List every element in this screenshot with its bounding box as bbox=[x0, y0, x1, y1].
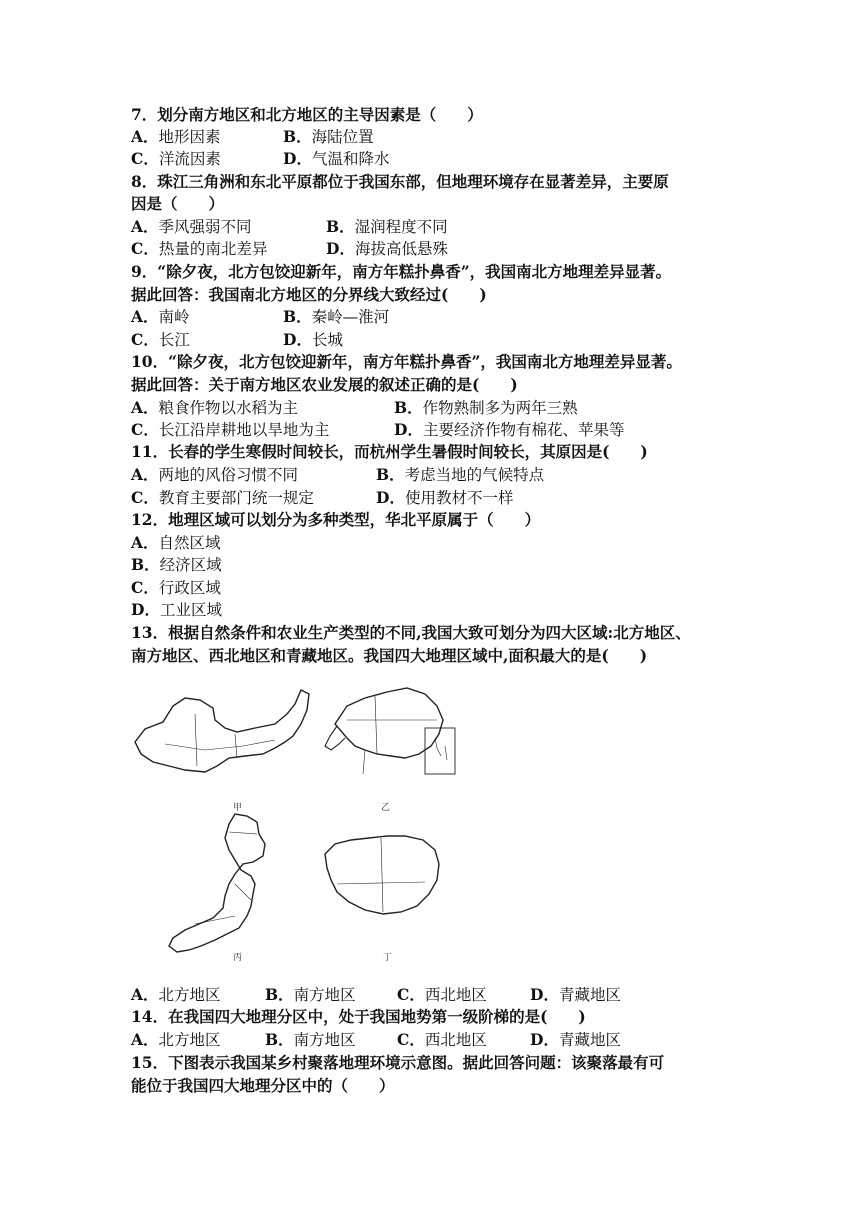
question-14-option-b[interactable]: B．南方地区 bbox=[265, 1030, 356, 1049]
question-7-option-c[interactable]: C．洋流因素 bbox=[131, 149, 221, 168]
question-13-option-b[interactable]: B．南方地区 bbox=[265, 985, 356, 1004]
question-12-stem: 12．地理区域可以划分为多种类型，华北平原属于（ ） bbox=[131, 510, 541, 529]
question-14-option-d[interactable]: D．青藏地区 bbox=[530, 1030, 621, 1049]
map-yi bbox=[325, 688, 455, 774]
question-11-option-c[interactable]: C．教育主要部门统一规定 bbox=[131, 488, 314, 507]
question-10-stem-cont: 据此回答：关于南方地区农业发展的叙述正确的是( ) bbox=[131, 375, 518, 394]
question-12-option-c[interactable]: C．行政区域 bbox=[131, 578, 221, 597]
region-maps-figure bbox=[125, 684, 465, 964]
map-ding bbox=[325, 836, 439, 914]
question-8-option-d[interactable]: D．海拔高低悬殊 bbox=[326, 239, 448, 258]
question-13-option-d[interactable]: D．青藏地区 bbox=[530, 985, 621, 1004]
question-7-option-b[interactable]: B．海陆位置 bbox=[283, 127, 374, 146]
question-13-option-c[interactable]: C．西北地区 bbox=[397, 985, 487, 1004]
question-8-option-b[interactable]: B．湿润程度不同 bbox=[326, 217, 448, 236]
map-label-ding: 丁 bbox=[383, 953, 393, 963]
map-label-yi: 乙 bbox=[381, 803, 391, 813]
map-bing bbox=[169, 814, 265, 952]
question-10-stem: 10．“除夕夜，北方包饺迎新年，南方年糕扑鼻香”，我国南北方地理差异显著。 bbox=[131, 352, 682, 371]
question-7-option-a[interactable]: A．地形因素 bbox=[131, 127, 221, 146]
map-jia bbox=[135, 690, 309, 772]
question-7-option-d[interactable]: D．气温和降水 bbox=[283, 149, 390, 168]
question-7-stem: 7．划分南方地区和北方地区的主导因素是（ ） bbox=[131, 105, 483, 124]
question-8-option-a[interactable]: A．季风强弱不同 bbox=[131, 217, 252, 236]
question-15-stem-cont: 能位于我国四大地理分区中的（ ） bbox=[131, 1076, 395, 1095]
question-14-option-a[interactable]: A．北方地区 bbox=[131, 1030, 221, 1049]
question-9-stem: 9．“除夕夜，北方包饺迎新年，南方年糕扑鼻香”，我国南北方地理差异显著。 bbox=[131, 262, 672, 281]
question-11-stem: 11．长春的学生寒假时间较长，而杭州学生暑假时间较长，其原因是( ) bbox=[131, 442, 648, 461]
question-11-option-d[interactable]: D．使用教材不一样 bbox=[376, 488, 514, 507]
question-10-option-d[interactable]: D．主要经济作物有棉花、苹果等 bbox=[394, 420, 625, 439]
question-8-stem: 8．珠江三角洲和东北平原都位于我国东部，但地理环境存在显著差异，主要原 bbox=[131, 172, 669, 191]
question-9-stem-cont: 据此回答：我国南北方地区的分界线大致经过( ) bbox=[131, 285, 487, 304]
question-12-option-a[interactable]: A．自然区域 bbox=[131, 533, 221, 552]
question-14-option-c[interactable]: C．西北地区 bbox=[397, 1030, 487, 1049]
question-11-option-b[interactable]: B．考虑当地的气候特点 bbox=[376, 465, 545, 484]
question-12-option-b[interactable]: B．经济区域 bbox=[131, 555, 222, 574]
question-9-option-a[interactable]: A．南岭 bbox=[131, 307, 190, 326]
question-8-option-c[interactable]: C．热量的南北差异 bbox=[131, 239, 268, 258]
question-13-option-a[interactable]: A．北方地区 bbox=[131, 985, 221, 1004]
question-10-option-a[interactable]: A．粮食作物以水稻为主 bbox=[131, 398, 299, 417]
question-10-option-c[interactable]: C．长江沿岸耕地以旱地为主 bbox=[131, 420, 330, 439]
question-10-option-b[interactable]: B．作物熟制多为两年三熟 bbox=[394, 398, 578, 417]
question-11-option-a[interactable]: A．两地的风俗习惯不同 bbox=[131, 465, 299, 484]
question-14-stem: 14．在我国四大地理分区中，处于我国地势第一级阶梯的是( ) bbox=[131, 1007, 586, 1026]
map-label-jia: 甲 bbox=[233, 803, 243, 813]
question-15-stem: 15．下图表示我国某乡村聚落地理环境示意图。据此回答问题：该聚落最有可 bbox=[131, 1053, 665, 1072]
question-13-stem-cont: 南方地区、西北地区和青藏地区。我国四大地理区域中,面积最大的是( ) bbox=[131, 646, 648, 665]
question-9-option-c[interactable]: C．长江 bbox=[131, 330, 190, 349]
region-maps-svg bbox=[125, 684, 465, 964]
map-label-bing: 丙 bbox=[233, 953, 243, 963]
question-8-stem-cont: 因是（ ） bbox=[131, 194, 225, 213]
question-9-option-d[interactable]: D．长城 bbox=[283, 330, 343, 349]
question-9-option-b[interactable]: B．秦岭—淮河 bbox=[283, 307, 390, 326]
question-12-option-d[interactable]: D．工业区域 bbox=[131, 600, 222, 619]
question-13-stem: 13．根据自然条件和农业生产类型的不同,我国大致可划分为四大区域:北方地区、 bbox=[131, 623, 691, 642]
